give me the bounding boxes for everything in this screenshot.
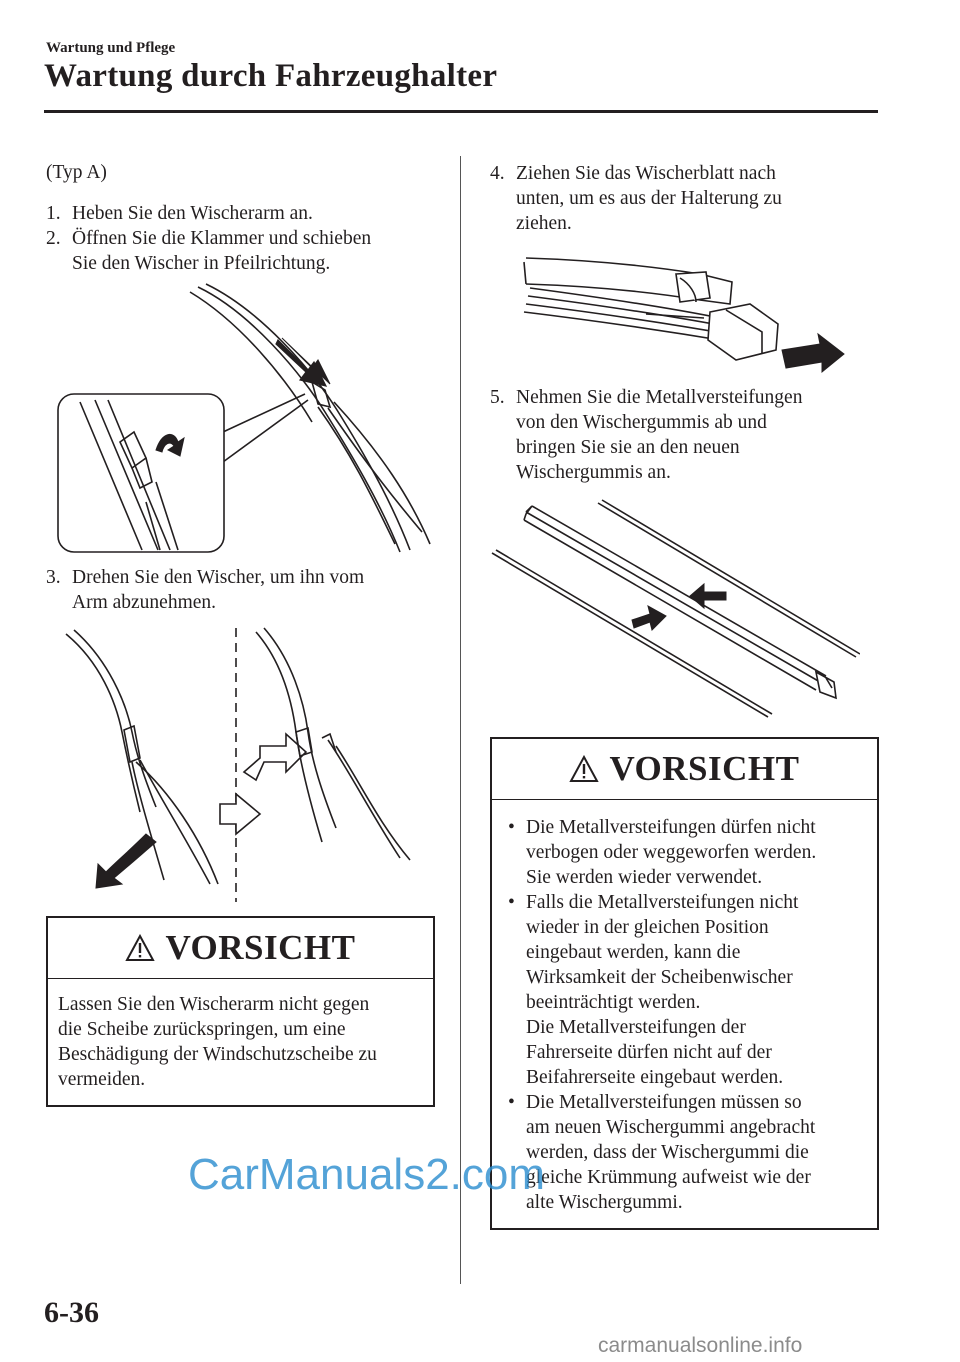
bullet-line: werden, dass der Wischergummi die: [526, 1142, 809, 1163]
bullet-line: Falls die Metallversteifungen nicht: [526, 892, 799, 913]
caution-header: [492, 739, 877, 800]
bullet-line: alte Wischergummi.: [526, 1192, 683, 1213]
warning-triangle-icon: [125, 934, 155, 962]
caution-box-left: [46, 916, 435, 1107]
bullet-line: Die Metallversteifungen dürfen nicht: [526, 817, 816, 838]
step-text: Drehen Sie den Wischer, um ihn vom: [72, 567, 365, 588]
wiper-blade-pull-illustration: [500, 244, 850, 384]
caution-bullet: [508, 1090, 868, 1220]
bullet-line: am neuen Wischergummi angebracht: [526, 1117, 816, 1138]
page-title: Wartung durch Fahrzeughalter: [44, 58, 498, 94]
type-label: (Typ A): [46, 162, 107, 183]
header-rule: [44, 110, 878, 113]
step-text: Wischergummis an.: [516, 462, 671, 483]
bullet-line: beeinträchtigt werden.: [526, 992, 701, 1013]
step-2: [46, 226, 446, 278]
step-1: [46, 201, 446, 227]
bullet-line: Die Metallversteifungen müssen so: [526, 1092, 802, 1113]
caution-bullet: [508, 890, 868, 1090]
watermark-carmanuals2: CarManuals2.com: [188, 1150, 546, 1199]
caution-box-right: [490, 737, 879, 1230]
bullet-dot: •: [508, 892, 515, 913]
caution-line: Beschädigung der Windschutzscheibe zu: [58, 1044, 377, 1065]
wiper-clip-illustration: [50, 282, 440, 554]
step-text: von den Wischergummis ab und: [516, 412, 767, 433]
watermark-carmanualsonline: carmanualsonline.info: [598, 1334, 803, 1357]
step-text: Ziehen Sie das Wischerblatt nach: [516, 163, 776, 184]
step-text: Heben Sie den Wischerarm an.: [72, 203, 313, 224]
metal-stiffener-illustration: [490, 492, 860, 722]
bullet-line: eingebaut werden, kann die: [526, 942, 741, 963]
bullet-dot: •: [508, 1092, 515, 1113]
bullet-line: Wirksamkeit der Scheibenwischer: [526, 967, 793, 988]
step-4: [490, 161, 870, 237]
caution-line: die Scheibe zurückspringen, um eine: [58, 1019, 346, 1040]
caution-line: vermeiden.: [58, 1069, 146, 1090]
step-3: [46, 565, 446, 617]
step-number: 2.: [46, 228, 61, 249]
bullet-line: gleiche Krümmung aufweist wie der: [526, 1167, 811, 1188]
bullet-line: verbogen oder weggeworfen werden.: [526, 842, 817, 863]
step-text: ziehen.: [516, 213, 572, 234]
bullet-dot: •: [508, 817, 515, 838]
bullet-line: Fahrerseite dürfen nicht auf der: [526, 1042, 772, 1063]
caution-title: VORSICHT: [609, 749, 800, 788]
step-text: Arm abzunehmen.: [72, 592, 217, 613]
column-divider: [460, 156, 461, 1284]
bullet-line: Beifahrerseite eingebaut werden.: [526, 1067, 784, 1088]
caution-line: Lassen Sie den Wischerarm nicht gegen: [58, 994, 370, 1015]
bullet-line: Die Metallversteifungen der: [526, 1017, 746, 1038]
step-text: Öffnen Sie die Klammer und schieben: [72, 228, 372, 249]
page-number: 6-36: [44, 1296, 99, 1329]
step-text: Sie den Wischer in Pfeilrichtung.: [72, 253, 331, 274]
caution-title: VORSICHT: [165, 928, 356, 967]
wiper-rotate-illustration: [60, 622, 430, 904]
step-5: [490, 385, 870, 487]
bullet-line: wieder in der gleichen Position: [526, 917, 769, 938]
step-number: 1.: [46, 203, 61, 224]
step-number: 3.: [46, 567, 61, 588]
caution-bullet: [508, 815, 868, 895]
step-text: bringen Sie sie an den neuen: [516, 437, 740, 458]
step-text: unten, um es aus der Halterung zu: [516, 188, 782, 209]
step-number: 4.: [490, 163, 505, 184]
bullet-line: Sie werden wieder verwendet.: [526, 867, 763, 888]
warning-triangle-icon: [569, 755, 599, 783]
step-number: 5.: [490, 387, 505, 408]
step-text: Nehmen Sie die Metallversteifungen: [516, 387, 803, 408]
caution-header: [48, 918, 433, 979]
section-label: Wartung und Pflege: [46, 40, 176, 56]
